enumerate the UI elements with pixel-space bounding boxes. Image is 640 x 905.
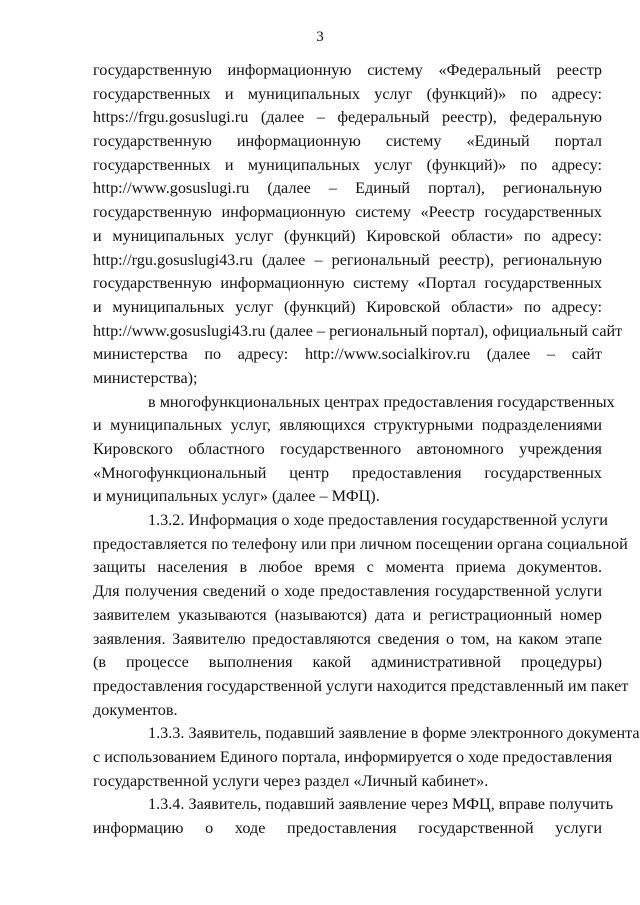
text-line: https://frgu.gosuslugi.ru (далее – федеральный реестр), федеральную xyxy=(93,108,602,127)
text-line: и муниципальных услуг» (далее – МФЦ). xyxy=(93,487,380,506)
text-line: Для получения сведений о ходе предоставления государственной услуги xyxy=(93,582,602,601)
text-line: «Многофункциональный центр предоставления государственных xyxy=(93,463,602,482)
text-line: 1.3.3. Заявитель, подавший заявление в форме электронного документа xyxy=(148,724,640,743)
text-line: и муниципальных услуг, являющихся структурными подразделениями xyxy=(93,416,602,435)
text-line: предоставляется по телефону или при личном посещении органа социальной xyxy=(93,534,628,553)
text-line: заявления. Заявителю предоставляются сведения о том, на каком этапе xyxy=(93,629,602,648)
text-line: государственных и муниципальных услуг (функций)» по адресу: xyxy=(93,84,602,103)
text-line: государственных и муниципальных услуг (функций)» по адресу: xyxy=(93,155,602,174)
page-number: 3 xyxy=(316,29,324,45)
text-line: 1.3.4. Заявитель, подавший заявление через МФЦ, вправе получить xyxy=(148,795,614,814)
text-line: информацию о ходе предоставления государственной услуги xyxy=(93,819,602,837)
text-line: министерства); xyxy=(93,368,198,387)
text-line: государственную информационную систему «Единый портал xyxy=(93,132,602,151)
text-line: министерства по адресу: http://www.socialkirov.ru (далее – сайт xyxy=(93,345,602,364)
text-line: предоставления государственной услуги находится представленный им пакет xyxy=(93,676,629,695)
text-line: государственную информационную систему «Портал государственных xyxy=(93,274,602,293)
text-line: и муниципальных услуг (функций) Кировской области» по адресу: xyxy=(93,297,602,316)
text-line: в многофункциональных центрах предоставления государственных xyxy=(148,392,615,411)
text-line: заявителем указываются (называются) дата и регистрационный номер xyxy=(93,605,602,624)
text-line: государственной услуги через раздел «Личный кабинет». xyxy=(93,771,489,790)
text-line: (в процессе выполнения какой административной процедуры) xyxy=(93,653,602,672)
text-line: http://www.gosuslugi.ru (далее – Единый портал), региональную xyxy=(93,179,602,198)
text-line: защиты населения в любое время с момента приема документов. xyxy=(93,558,602,577)
text-line: Кировского областного государственного автономного учреждения xyxy=(93,440,602,458)
text-line: государственную информационную систему «Федеральный реестр xyxy=(93,61,602,79)
text-line: государственную информационную систему «Реестр государственных xyxy=(93,203,602,222)
text-line: и муниципальных услуг (функций) Кировской области» по адресу: xyxy=(93,226,602,245)
document-body xyxy=(93,59,640,841)
text-line: http://rgu.gosuslugi43.ru (далее – региональный реестр), региональную xyxy=(93,250,602,269)
text-line: http://www.gosuslugi43.ru (далее – региональный портал), официальный сайт xyxy=(93,321,623,340)
text-line: 1.3.2. Информация о ходе предоставления государственной услуги xyxy=(148,511,608,530)
text-line: с использованием Единого портала, информируется о ходе предоставления xyxy=(93,747,613,766)
text-line: документов. xyxy=(93,700,178,719)
